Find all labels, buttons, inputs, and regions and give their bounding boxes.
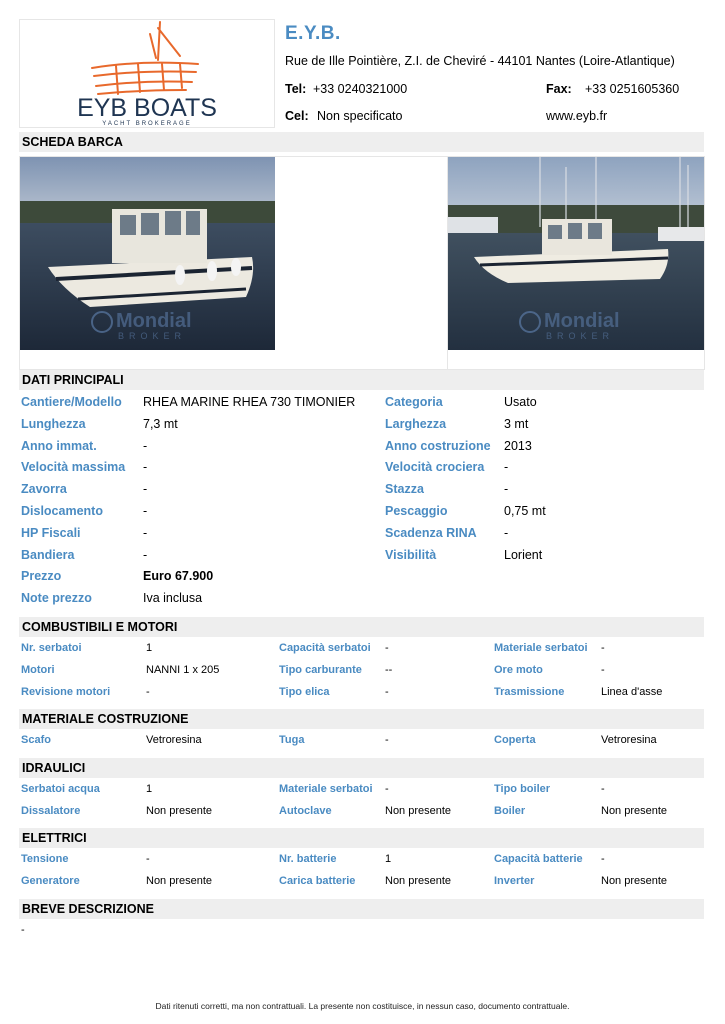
field-label: Tensione <box>21 853 69 865</box>
field-label: Revisione motori <box>21 686 111 698</box>
field-value: Vetroresina <box>146 734 202 746</box>
field-value: - <box>504 526 509 540</box>
section-idraulici: IDRAULICI <box>19 758 704 778</box>
field-label: Tipo carburante <box>279 664 362 676</box>
field-value: RHEA MARINE RHEA 730 TIMONIER <box>143 395 356 409</box>
field-value: - <box>143 439 148 453</box>
field-label: Tipo elica <box>279 686 330 698</box>
footer-disclaimer: Dati ritenuti corretti, ma non contrattuali. La presente non costituisce, in nessun caso, documento contrattuale. <box>155 1001 570 1011</box>
field-label: Materiale serbatoi <box>279 783 373 795</box>
field-value: Non presente <box>146 805 213 817</box>
field-value: Usato <box>504 395 537 409</box>
photo-watermark: Mondial <box>544 310 620 332</box>
field-value: 0,75 mt <box>504 504 546 518</box>
field-value: - <box>601 642 605 654</box>
field-label: Note prezzo <box>21 591 92 605</box>
field-label: Coperta <box>494 734 536 746</box>
field-value: Non presente <box>146 875 213 887</box>
fax-label: Fax: <box>546 82 572 96</box>
field-label: Generatore <box>21 875 80 887</box>
logo-subtext: YACHT BROKERAGE <box>102 121 192 127</box>
field-value: Non presente <box>601 805 668 817</box>
field-label: Inverter <box>494 875 535 887</box>
field-label: Dissalatore <box>21 805 81 817</box>
field-label: Materiale serbatoi <box>494 642 588 654</box>
field-value: 1 <box>146 783 153 795</box>
field-value: 1 <box>385 853 392 865</box>
field-value: - <box>146 686 150 698</box>
cel-value: Non specificato <box>317 109 403 123</box>
field-label: Visibilità <box>385 548 437 562</box>
field-label: Cantiere/Modello <box>21 395 122 409</box>
field-label: Ore moto <box>494 664 543 676</box>
photo-frame-spacer <box>275 156 447 370</box>
field-label: Scafo <box>21 734 51 746</box>
field-label: Zavorra <box>21 482 67 496</box>
field-label: Capacità serbatoi <box>279 642 371 654</box>
description-text: - <box>21 924 25 936</box>
field-value: 3 mt <box>504 417 529 431</box>
field-label: Dislocamento <box>21 504 103 518</box>
field-label: Tipo boiler <box>494 783 551 795</box>
field-value: - <box>143 526 148 540</box>
field-value: Euro 67.900 <box>143 569 214 583</box>
field-value: Non presente <box>601 875 668 887</box>
field-label: Scadenza RINA <box>385 526 477 540</box>
field-value: 1 <box>146 642 153 654</box>
field-label: Velocità crociera <box>385 460 485 474</box>
field-label: Larghezza <box>385 417 447 431</box>
field-label: Anno costruzione <box>385 439 491 453</box>
website-link[interactable]: www.eyb.fr <box>546 109 608 123</box>
field-value: - <box>143 548 148 562</box>
photo-frame-right <box>447 156 705 370</box>
field-label: Carica batterie <box>279 875 356 887</box>
field-value: Vetroresina <box>601 734 657 746</box>
section-dati-principali: DATI PRINCIPALI <box>19 370 704 390</box>
field-value: Non presente <box>385 875 452 887</box>
field-label: Bandiera <box>21 548 75 562</box>
field-label: Motori <box>21 664 55 676</box>
field-label: Tuga <box>279 734 305 746</box>
field-value: - <box>143 482 148 496</box>
section-breve-descrizione: BREVE DESCRIZIONE <box>19 899 704 919</box>
photo-watermark-sub: BROKER <box>546 331 615 341</box>
company-logo <box>19 19 275 128</box>
field-value: - <box>385 686 389 698</box>
field-value: 2013 <box>504 439 532 453</box>
field-label: Trasmissione <box>494 686 565 698</box>
field-value: Linea d'asse <box>601 686 663 698</box>
field-value: Iva inclusa <box>143 591 203 605</box>
cel-label: Cel: <box>285 109 309 123</box>
boat-photo-1 <box>20 157 276 350</box>
field-label: Capacità batterie <box>494 853 583 865</box>
fax-value: +33 0251605360 <box>585 82 680 96</box>
field-label: Anno immat. <box>21 439 97 453</box>
field-value: - <box>601 853 605 865</box>
section-scheda-barca: SCHEDA BARCA <box>19 132 704 152</box>
tel-label: Tel: <box>285 82 307 96</box>
field-label: Velocità massima <box>21 460 126 474</box>
field-label: Nr. batterie <box>279 853 337 865</box>
company-address: Rue de Ille Pointière, Z.I. de Cheviré - 44101 Nantes (Loire-Atlantique) <box>285 54 675 68</box>
field-value: Lorient <box>504 548 543 562</box>
field-value: 7,3 mt <box>143 417 178 431</box>
photo-frame-left <box>19 156 277 370</box>
field-label: Stazza <box>385 482 424 496</box>
section-combustibili-motori: COMBUSTIBILI E MOTORI <box>19 617 704 637</box>
field-value: NANNI 1 x 205 <box>146 664 220 676</box>
field-value: - <box>143 460 148 474</box>
photo-watermark-sub: BROKER <box>118 331 187 341</box>
field-label: HP Fiscali <box>21 526 81 540</box>
field-label: Prezzo <box>21 569 62 583</box>
field-label: Pescaggio <box>385 504 448 518</box>
field-value: - <box>601 664 605 676</box>
field-value: - <box>146 853 150 865</box>
section-materiale-costruzione: MATERIALE COSTRUZIONE <box>19 709 704 729</box>
field-value: - <box>504 460 509 474</box>
boat-photo-2 <box>448 157 704 350</box>
company-name: E.Y.B. <box>285 23 341 44</box>
field-label: Nr. serbatoi <box>21 642 82 654</box>
field-label: Boiler <box>494 805 526 817</box>
photo-watermark: Mondial <box>116 310 192 332</box>
field-value: - <box>143 504 148 518</box>
field-label: Categoria <box>385 395 443 409</box>
field-value: - <box>385 642 389 654</box>
field-value: -- <box>385 664 393 676</box>
field-label: Autoclave <box>279 805 332 817</box>
section-elettrici: ELETTRICI <box>19 828 704 848</box>
tel-value[interactable]: +33 0240321000 <box>313 82 408 96</box>
eyb-boats-logo-graphic <box>20 20 274 127</box>
field-value: - <box>601 783 605 795</box>
field-value: - <box>385 734 389 746</box>
field-label: Serbatoi acqua <box>21 783 100 795</box>
field-value: Non presente <box>385 805 452 817</box>
field-value: - <box>385 783 389 795</box>
field-value: - <box>504 482 509 496</box>
field-label: Lunghezza <box>21 417 86 431</box>
logo-text: EYB BOATS <box>77 94 217 122</box>
